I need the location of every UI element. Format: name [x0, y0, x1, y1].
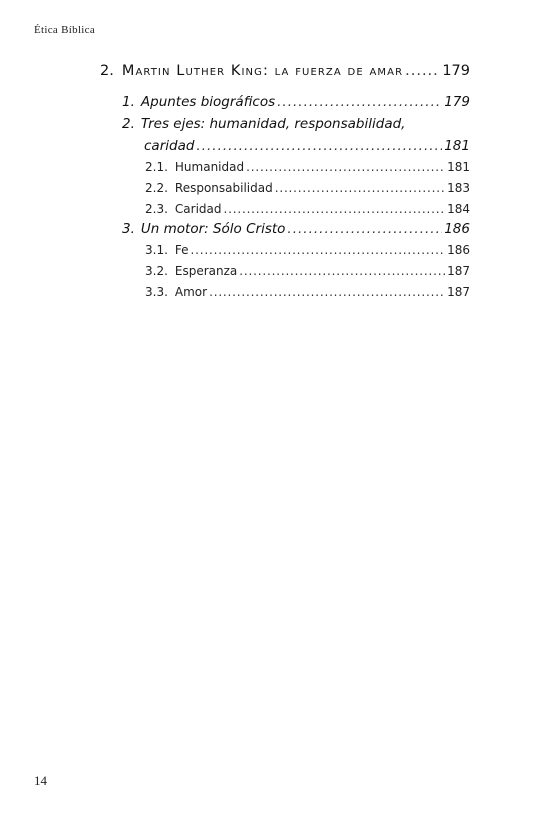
- subsection-page: 186: [447, 243, 470, 257]
- section-number: 2.: [122, 116, 135, 132]
- section-page: 179: [444, 94, 470, 110]
- toc-chapter-entry: [100, 63, 470, 79]
- toc-subsection-entry: [145, 285, 470, 299]
- chapter-page: 179: [442, 63, 470, 79]
- subsection-number: 3.1.: [145, 243, 168, 257]
- toc-subsection-entry: [145, 264, 470, 278]
- section-title: Tres ejes: humanidad, responsabilidad,: [140, 116, 406, 132]
- subsection-title: Responsabilidad: [174, 181, 273, 195]
- subsection-title: Caridad: [174, 202, 222, 216]
- subsection-page: 183: [447, 181, 470, 195]
- leader-dots: [287, 221, 442, 237]
- chapter-number: 2.: [100, 63, 114, 79]
- chapter-title: Martin Luther King: la fuerza de amar: [121, 63, 404, 79]
- page-number: 14: [34, 773, 47, 788]
- section-title-continuation: caridad: [144, 138, 195, 154]
- leader-dots: [224, 202, 446, 216]
- section-number: 3.: [122, 221, 135, 237]
- leader-dots: [246, 160, 445, 174]
- leader-dots: [196, 138, 442, 154]
- subsection-title: Amor: [174, 285, 208, 299]
- subsection-title: Fe: [174, 243, 189, 257]
- subsection-page: 181: [447, 160, 470, 174]
- subsection-number: 2.2.: [145, 181, 168, 195]
- subsection-number: 3.3.: [145, 285, 168, 299]
- toc-subsection-entry: [145, 243, 470, 257]
- running-head: Ética Bíblica: [34, 24, 96, 36]
- leader-dots: [209, 285, 445, 299]
- subsection-number: 3.2.: [145, 264, 168, 278]
- toc-subsection-entry: [145, 202, 470, 216]
- subsection-number: 2.3.: [145, 202, 168, 216]
- subsection-page: 187: [447, 264, 470, 278]
- toc-section-entry: [122, 116, 470, 132]
- toc-subsection-entry: [145, 181, 470, 195]
- toc-subsection-entry: [145, 160, 470, 174]
- section-title: Un motor: Sólo Cristo: [140, 221, 286, 237]
- leader-dots: [191, 243, 446, 257]
- subsection-number: 2.1.: [145, 160, 168, 174]
- subsection-page: 184: [447, 202, 470, 216]
- section-page: 181: [444, 138, 470, 154]
- toc-section-entry: [122, 94, 470, 110]
- section-number: 1.: [122, 94, 135, 110]
- subsection-title: Humanidad: [174, 160, 245, 174]
- leader-dots: [239, 264, 445, 278]
- subsection-title: Esperanza: [174, 264, 238, 278]
- toc-section-continuation: [144, 138, 470, 154]
- leader-dots: [275, 181, 445, 195]
- leader-dots: [405, 63, 440, 79]
- leader-dots: [277, 94, 442, 110]
- toc-section-entry: [122, 221, 470, 237]
- section-page: 186: [444, 221, 470, 237]
- section-title: Apuntes biográficos: [140, 94, 276, 110]
- subsection-page: 187: [447, 285, 470, 299]
